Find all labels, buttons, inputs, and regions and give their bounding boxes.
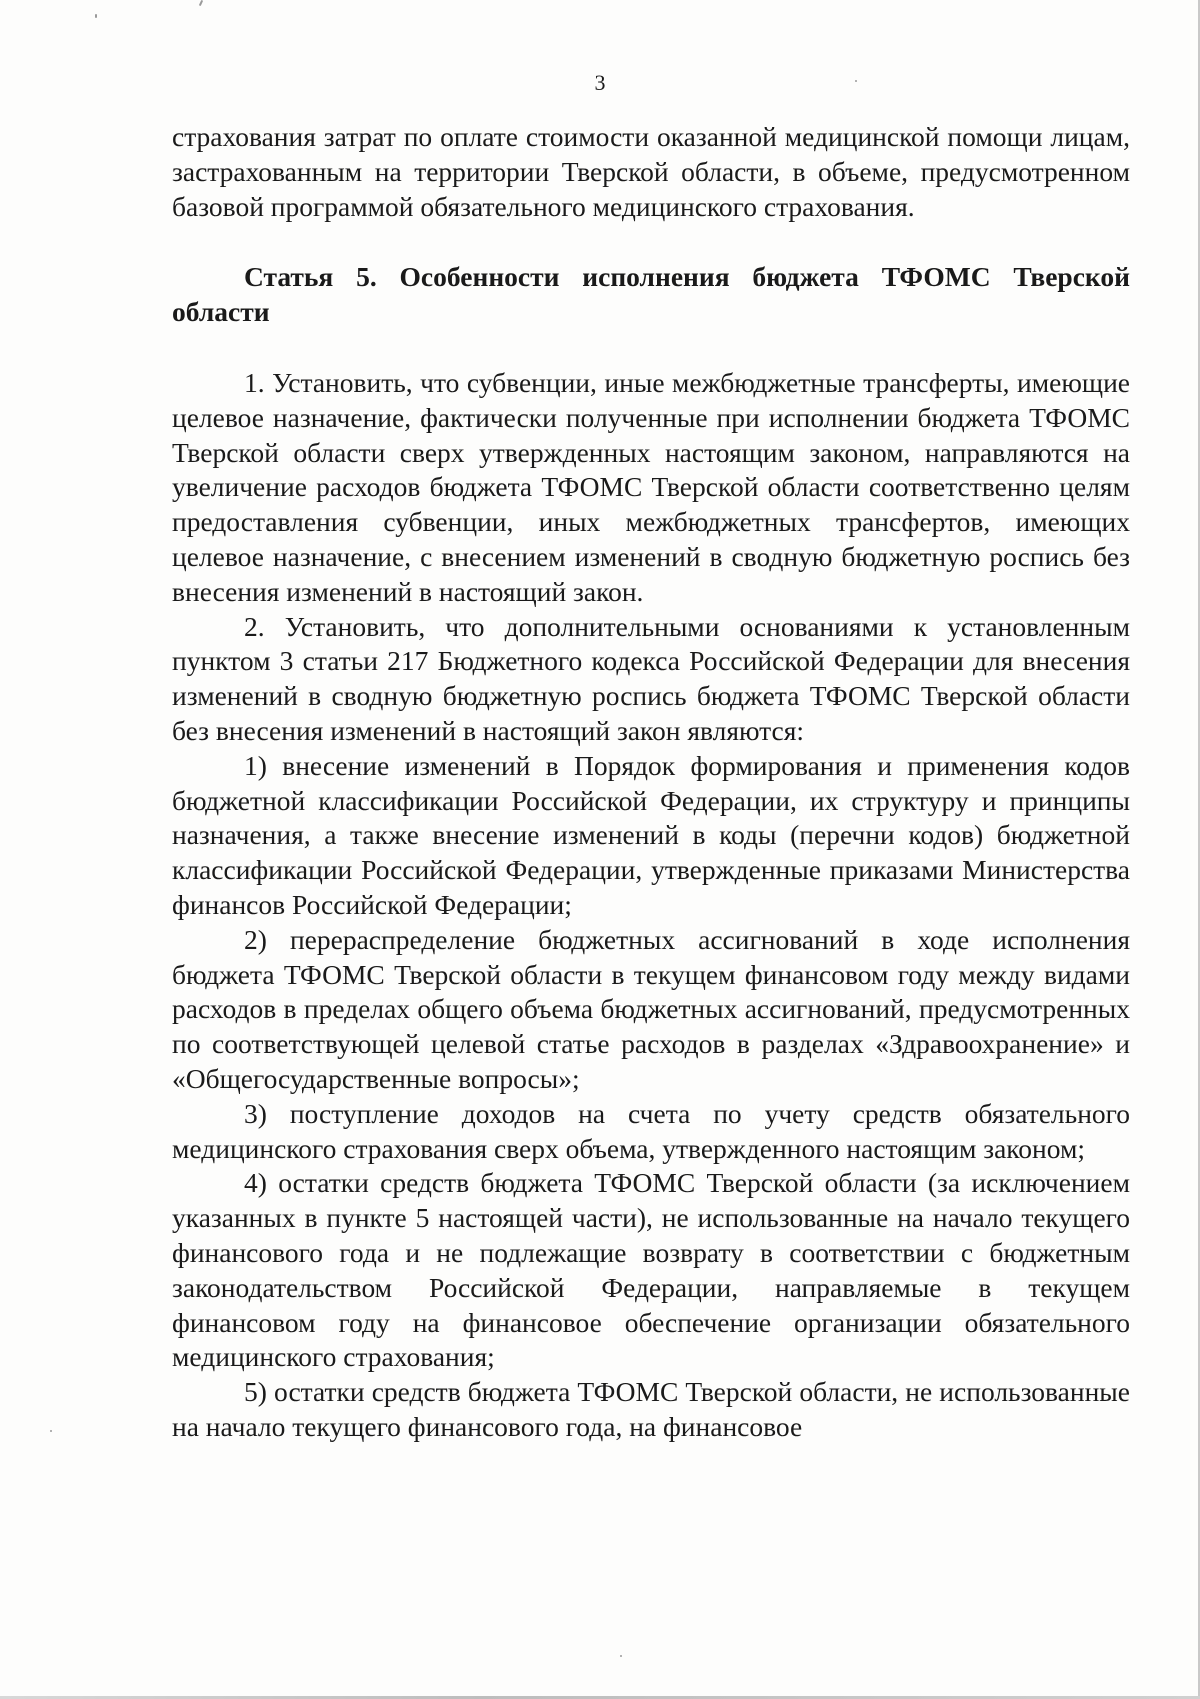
scan-artifact	[620, 1655, 622, 1657]
scan-artifact	[95, 14, 97, 18]
subitem-2: 2) перераспределение бюджетных ассигнований в ходе исполнения бюджета ТФОМС Тверской области в текущем финансовом году между видами расходов в пределах общего объема бюджетных ассигнований, предусмотренных по соответствующей целевой статье расходов в разделах «Здравоохранение» и «Общегосударственные вопросы»;	[172, 923, 1130, 1094]
continued-paragraph: страхования затрат по оплате стоимости оказанной медицинской помощи лицам, застрахованным на территории Тверской области, в объеме, предусмотренном базовой программой обязательного медицинского страхования.	[172, 121, 1130, 222]
paragraph-2: 2. Установить, что дополнительными основаниями к установленным пунктом 3 статьи 217 Бюджетного кодекса Российской Федерации для внесения изменений в сводную бюджетную роспись бюджета ТФОМС Тверской области без внесения изменений в настоящий закон являются:	[172, 610, 1130, 746]
document-body	[172, 120, 1130, 1445]
scan-artifact	[50, 1430, 52, 1432]
paragraph-1: 1. Установить, что субвенции, иные межбюджетные трансферты, имеющие целевое назначение, фактически полученные при исполнении бюджета ТФОМС Тверской области сверх утвержденных настоящим законом, направляются на увеличение расходов бюджета ТФОМС Тверской области соответственно целям предоставления субвенции, иных межбюджетных трансфертов, имеющих целевое назначение, с внесением изменений в сводную бюджетную роспись без внесения изменений в настоящий закон.	[172, 366, 1130, 607]
subitem-3: 3) поступление доходов на счета по учету средств обязательного медицинского страхования сверх объема, утвержденного настоящим законом;	[172, 1097, 1130, 1164]
subitem-5: 5) остатки средств бюджета ТФОМС Тверской области, не использованные на начало текущего финансового года, на финансовое	[172, 1376, 1130, 1442]
page-number: 3	[594, 70, 606, 95]
subitem-4: 4) остатки средств бюджета ТФОМС Тверской области (за исключением указанных в пункте 5 настоящей части), не использованные на начало текущего финансового года и не подлежащие возврату в соответствии с бюджетным законодательством Российской Федерации, направляемые в текущем финансовом году на финансовое обеспечение организации обязательного медицинского страхования;	[172, 1167, 1130, 1373]
subitem-1: 1) внесение изменений в Порядок формирования и применения кодов бюджетной классификации Российской Федерации, их структуру и принципы назначения, а также внесение изменений в коды (перечни кодов) бюджетной классификации Российской Федерации, утвержденные приказами Министерства финансов Российской Федерации;	[172, 749, 1130, 920]
article-heading: Статья 5. Особенности исполнения бюджета ТФОМС Тверской области	[172, 261, 1130, 328]
scan-artifact	[199, 0, 203, 6]
